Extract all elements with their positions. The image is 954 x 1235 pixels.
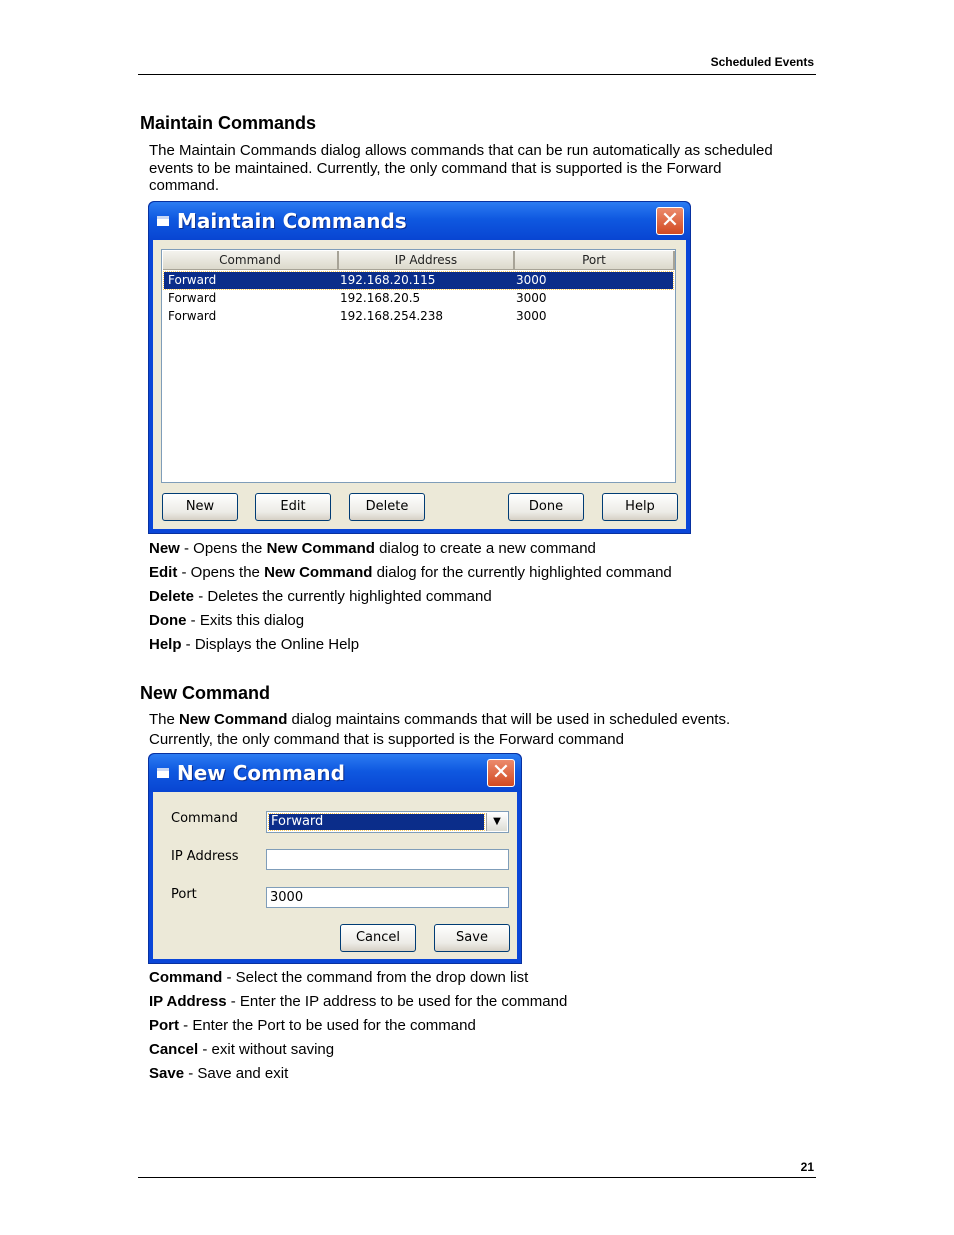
header-rule	[138, 74, 816, 75]
definition-text: - Enter the IP address to be used for the command	[226, 993, 568, 1010]
section-heading-maintain-commands: Maintain Commands	[140, 113, 317, 133]
dialog-body	[153, 240, 686, 529]
definition-text: - Save and exit	[184, 1065, 289, 1082]
definition-strong: New Command	[264, 564, 373, 581]
help-button[interactable]: Help	[602, 493, 678, 521]
intro-text: dialog maintains commands that will be used in scheduled events.	[287, 711, 731, 728]
cell-port: 3000	[516, 309, 547, 323]
command-selected-value: Forward	[269, 814, 484, 830]
definition-text: dialog to create a new command	[374, 540, 596, 557]
definition-command	[149, 966, 829, 990]
definition-cancel	[149, 1038, 829, 1062]
intro-strong: New Command	[179, 711, 288, 728]
edit-button[interactable]: Edit	[255, 493, 331, 521]
new-command-definitions	[149, 966, 829, 1086]
cell-command: Forward	[168, 273, 217, 287]
done-button[interactable]: Done	[508, 493, 584, 521]
definition-port	[149, 1014, 829, 1038]
port-label: Port	[171, 887, 197, 902]
term: Command	[149, 969, 223, 986]
intro-line	[149, 711, 829, 729]
ip-address-label: IP Address	[171, 849, 239, 864]
term: Help	[149, 636, 182, 653]
definition-new	[149, 537, 829, 561]
maintain-commands-dialog	[148, 201, 691, 534]
cell-ip-address: 192.168.20.5	[340, 291, 421, 305]
table-row[interactable]	[164, 290, 673, 307]
dialog-body	[153, 792, 517, 959]
cancel-button[interactable]: Cancel	[340, 924, 416, 952]
table-row[interactable]	[164, 272, 673, 289]
close-icon[interactable]: ✕	[487, 759, 515, 787]
term: Delete	[149, 588, 195, 605]
new-command-dialog	[148, 753, 522, 964]
definition-strong: New Command	[266, 540, 375, 557]
cell-port: 3000	[516, 273, 547, 287]
new-button[interactable]: New	[162, 493, 238, 521]
window-icon	[157, 768, 169, 778]
close-icon[interactable]: ✕	[656, 207, 684, 235]
intro-line: events to be maintained. Currently, the only command that is supported is the Forward	[149, 159, 722, 177]
term: Port	[149, 1017, 179, 1034]
maintain-commands-intro	[149, 142, 819, 195]
window-icon	[157, 216, 169, 226]
intro-text: The	[149, 711, 180, 728]
definition-text: - Select the command from the drop down list	[222, 969, 529, 986]
term: Edit	[149, 564, 178, 581]
section-heading-new-command: New Command	[140, 683, 271, 703]
cell-ip-address: 192.168.254.238	[340, 309, 444, 323]
term: Save	[149, 1065, 185, 1082]
definition-text: dialog for the currently highlighted command	[372, 564, 672, 581]
dialog-title-bar[interactable]	[149, 202, 690, 240]
column-header-command[interactable]: Command	[163, 251, 339, 270]
definition-save	[149, 1062, 829, 1086]
definition-done	[149, 609, 829, 633]
column-header-ip-address[interactable]: IP Address	[339, 251, 515, 270]
term: IP Address	[149, 993, 227, 1010]
ip-address-field[interactable]	[266, 849, 509, 870]
list-header	[163, 251, 674, 270]
intro-line: Currently, the only command that is supported is the Forward command	[149, 730, 624, 748]
term: New	[149, 540, 180, 557]
definition-ip-address	[149, 990, 829, 1014]
command-label: Command	[171, 811, 238, 826]
definition-help	[149, 633, 829, 657]
dialog-title: New Command	[177, 761, 345, 785]
term: Cancel	[149, 1041, 199, 1058]
cell-command: Forward	[168, 291, 217, 305]
dialog-title: Maintain Commands	[177, 209, 407, 233]
intro-line: command.	[149, 177, 220, 194]
chevron-down-icon[interactable]: ▼	[486, 813, 507, 831]
command-dropdown[interactable]	[266, 811, 509, 833]
cell-command: Forward	[168, 309, 217, 323]
table-row[interactable]	[164, 308, 673, 325]
definition-text: - Displays the Online Help	[181, 636, 360, 653]
port-field[interactable]: 3000	[266, 887, 509, 908]
definition-delete	[149, 585, 829, 609]
cell-port: 3000	[516, 291, 547, 305]
definition-text: - Opens the	[177, 564, 265, 581]
intro-line: The Maintain Commands dialog allows commands that can be run automatically as scheduled	[149, 142, 773, 159]
delete-button[interactable]: Delete	[349, 493, 425, 521]
definition-text: - Deletes the currently highlighted command	[194, 588, 492, 605]
column-header-port[interactable]: Port	[515, 251, 675, 270]
definition-text: - exit without saving	[198, 1041, 335, 1058]
cell-ip-address: 192.168.20.115	[340, 273, 436, 287]
dialog-title-bar[interactable]	[149, 754, 521, 792]
save-button[interactable]: Save	[434, 924, 510, 952]
new-command-intro	[149, 711, 829, 748]
term: Done	[149, 612, 187, 629]
definition-text: - Enter the Port to be used for the command	[179, 1017, 476, 1034]
running-header: Scheduled Events	[710, 55, 814, 69]
commands-list[interactable]	[161, 249, 676, 483]
definition-text: - Opens the	[179, 540, 267, 557]
definition-edit	[149, 561, 829, 585]
definition-text: - Exits this dialog	[186, 612, 305, 629]
page-number: 21	[800, 1160, 814, 1174]
footer-rule	[138, 1177, 816, 1178]
maintain-commands-definitions	[149, 537, 829, 657]
